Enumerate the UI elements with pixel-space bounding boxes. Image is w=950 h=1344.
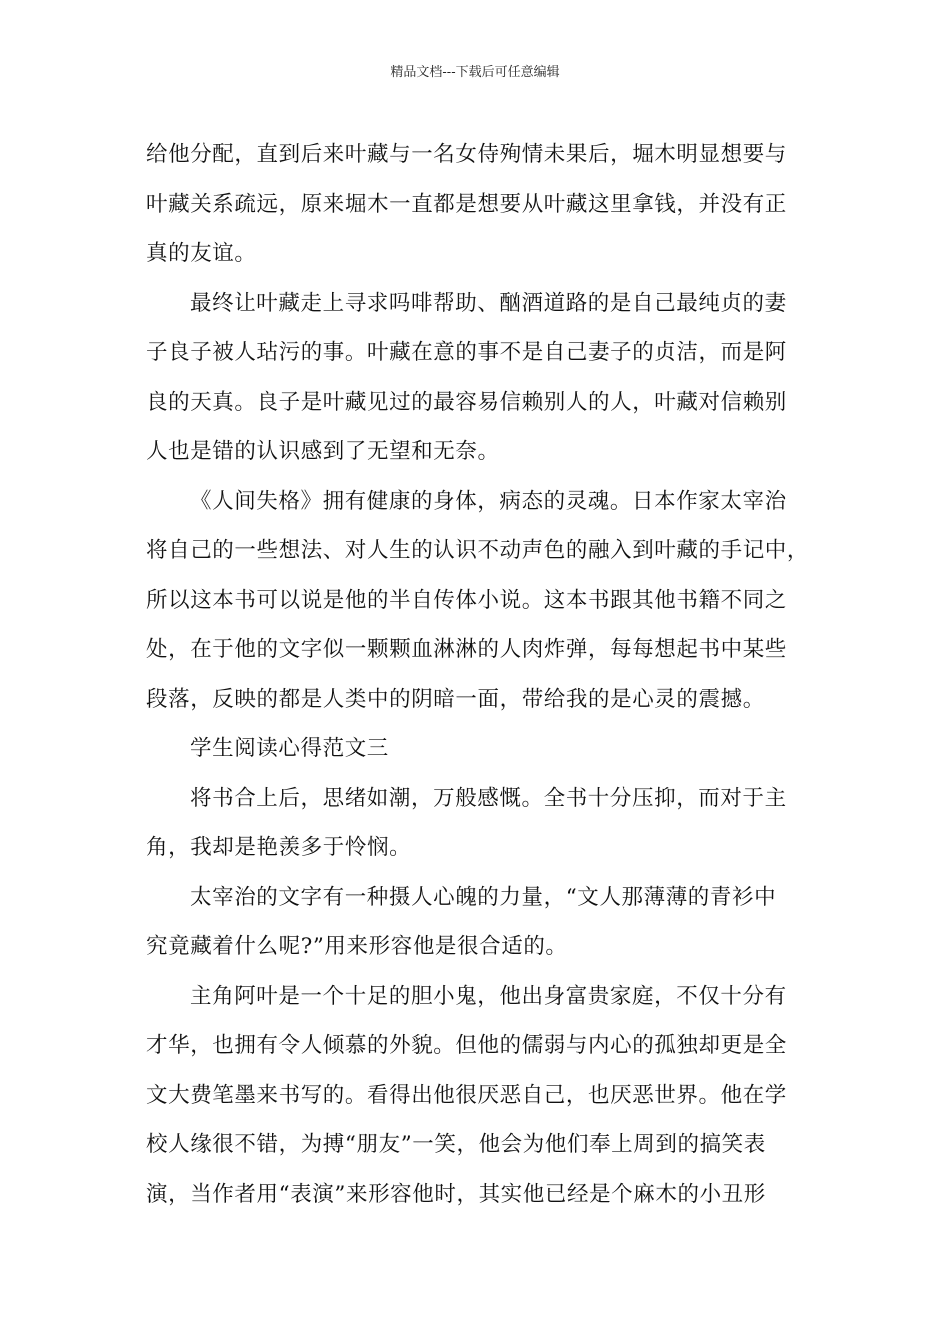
text-line: 人也是错的认识感到了无望和无奈。	[146, 439, 500, 464]
text-line: 叶藏关系疏远，原来堀木一直都是想要从叶藏这里拿钱，并没有正	[146, 191, 787, 217]
text-line: 角，我却是艳羡多于怜悯。	[146, 835, 412, 860]
page-header: 精品文档---下载后可任意编辑	[390, 65, 560, 80]
paragraph-start-line: 《人间失格》拥有健康的身体，病态的灵魂。日本作家太宰治	[190, 488, 787, 514]
paragraph-start-line: 将书合上后，思绪如潮，万般感慨。全书十分压抑，而对于主	[190, 785, 787, 811]
text-line: 处，在于他的文字似一颗颗血淋淋的人肉炸弹，每每想起书中某些	[146, 637, 787, 662]
text-line: 段落，反映的都是人类中的阴暗一面，带给我的是心灵的震撼。	[146, 686, 765, 712]
section-heading: 学生阅读心得范文三	[190, 736, 389, 761]
text-line: 究竟藏着什么呢?”用来形容他是很合适的。	[146, 934, 568, 959]
paragraph-start-line: 最终让叶藏走上寻求吗啡帮助、酗酒道路的是自己最纯贞的妻	[190, 290, 787, 316]
paragraph-start-line: 太宰治的文字有一种摄人心魄的力量，“文人那薄薄的青衫中	[190, 884, 777, 910]
text-line: 所以这本书可以说是他的半自传体小说。这本书跟其他书籍不同之	[146, 587, 787, 613]
paragraph-start-line: 主角阿叶是一个十足的胆小鬼，他出身富贵家庭，不仅十分有	[190, 983, 787, 1009]
text-line: 演，当作者用“表演”来形容他时，其实他已经是个麻木的小丑形	[146, 1181, 766, 1207]
text-line: 子良子被人玷污的事。叶藏在意的事不是自己妻子的贞洁，而是阿	[146, 340, 787, 365]
text-line: 良的天真。良子是叶藏见过的最容易信赖别人的人，叶藏对信赖别	[146, 389, 787, 415]
text-line: 文大费笔墨来书写的。看得出他很厌恶自己，也厌恶世界。他在学	[146, 1082, 787, 1108]
text-line: 校人缘很不错，为搏“朋友”一笑，他会为他们奉上周到的搞笑表	[146, 1132, 766, 1157]
text-line: 将自己的一些想法、对人生的认识不动声色的融入到叶藏的手记中，	[146, 538, 810, 563]
text-line: 才华，也拥有令人倾慕的外貌。但他的儒弱与内心的孤独却更是全	[146, 1033, 787, 1058]
text-line: 真的友谊。	[146, 241, 257, 266]
document-body	[146, 130, 810, 1219]
text-line: 给他分配，直到后来叶藏与一名女侍殉情未果后，堀木明显想要与	[146, 142, 787, 167]
